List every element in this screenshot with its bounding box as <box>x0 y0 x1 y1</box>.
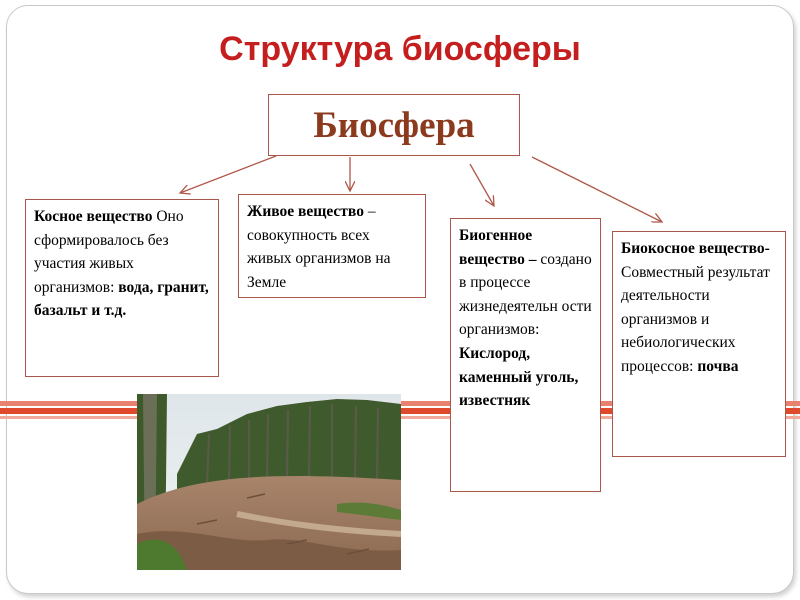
bioinert-matter-examples: почва <box>697 357 739 375</box>
forest-clearing-photo <box>137 394 401 570</box>
slide-title: Структура биосферы <box>219 30 581 68</box>
living-matter-text: – совокупность всех живых организмов на Земле <box>247 203 391 291</box>
living-matter-heading: Живое вещество <box>247 203 364 220</box>
living-matter-box <box>238 194 426 298</box>
bioinert-matter-box <box>612 231 786 457</box>
biogenic-matter-heading: Биогенное вещество – <box>459 227 537 268</box>
inert-matter-heading: Косное вещество <box>34 208 153 225</box>
biogenic-matter-text: создано в процессе жизнедеятельн ости организмов: <box>459 250 592 339</box>
arrow-to-biogenic <box>470 164 494 206</box>
inert-matter-text: Оно сформировалось без участия живых организмов: <box>34 208 184 296</box>
biogenic-matter-box <box>450 218 601 492</box>
bioinert-matter-heading: Биокосное вещество- <box>621 240 770 257</box>
bioinert-matter-text: Совместный результат деятельности организмов и небиологических процессов: <box>621 263 770 375</box>
inert-matter-box <box>25 199 219 377</box>
inert-matter-examples: вода, гранит, базальт и т.д. <box>34 278 209 320</box>
biogenic-matter-examples: Кислород, каменный уголь, известняк <box>459 344 579 410</box>
arrow-to-bioinert <box>532 157 662 222</box>
biosphere-box: Биосфера <box>268 94 520 156</box>
arrow-to-inert <box>180 156 276 193</box>
